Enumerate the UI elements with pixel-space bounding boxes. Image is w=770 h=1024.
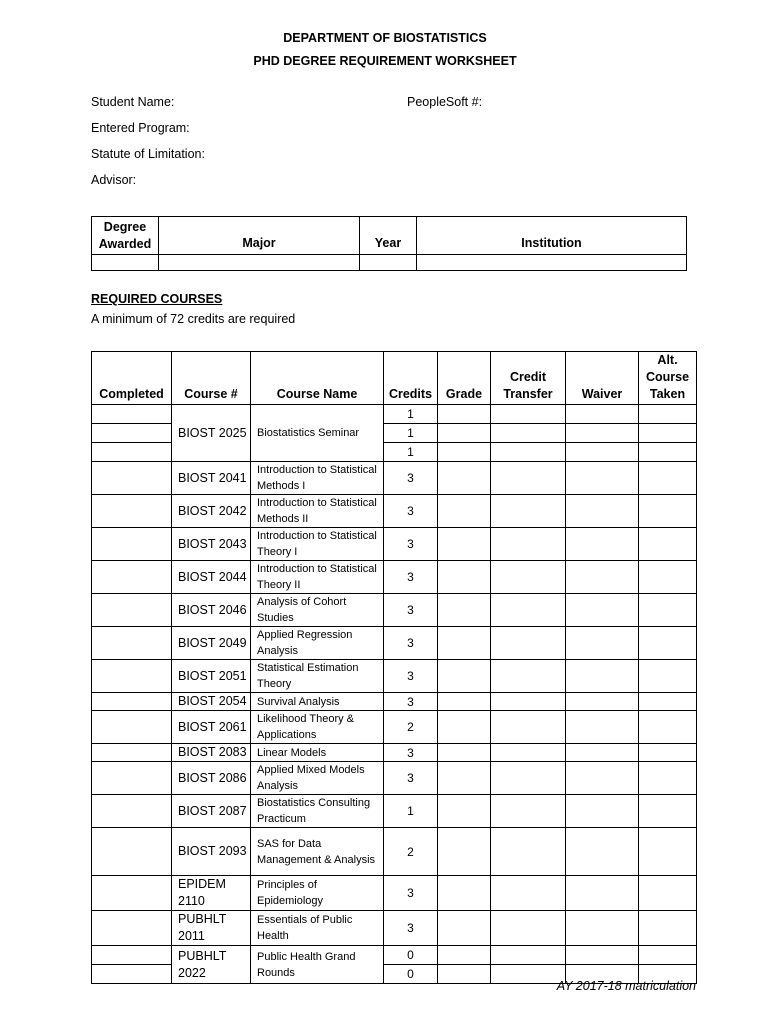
credits-cell: 3 bbox=[384, 762, 438, 795]
completed-cell-sub[interactable] bbox=[92, 964, 171, 983]
credits-cell-sub: 1 bbox=[384, 423, 437, 442]
course-row bbox=[92, 561, 697, 594]
course-number: BIOST 2083 bbox=[178, 745, 247, 759]
credits-cell-sub: 0 bbox=[384, 964, 437, 983]
page-title-line1: DEPARTMENT OF BIOSTATISTICS bbox=[283, 31, 487, 45]
course-name-cell: Applied Mixed Models Analysis bbox=[251, 762, 384, 795]
grade-cell-sub[interactable] bbox=[438, 442, 490, 461]
alt-course-cell-sub[interactable] bbox=[639, 946, 696, 964]
credits-cell: 3 bbox=[384, 528, 438, 561]
course-number-cell bbox=[172, 495, 251, 528]
course-number-cell bbox=[172, 693, 251, 711]
completed-cell[interactable] bbox=[92, 561, 172, 594]
course-number-cell bbox=[172, 828, 251, 876]
major-cell[interactable] bbox=[159, 255, 360, 271]
course-name-cell: Survival Analysis bbox=[251, 693, 384, 711]
course-number-cell bbox=[172, 946, 251, 984]
credit-transfer-cell[interactable] bbox=[491, 495, 566, 528]
col-alt-line2: Course bbox=[645, 370, 690, 384]
completed-cell[interactable] bbox=[92, 594, 172, 627]
waiver-cell[interactable] bbox=[566, 711, 639, 744]
col-alt-line1: Alt. bbox=[657, 353, 678, 367]
credits-cell: 3 bbox=[384, 594, 438, 627]
waiver-cell[interactable] bbox=[566, 828, 639, 876]
col-degree-line1: Degree bbox=[103, 219, 147, 234]
completed-cell[interactable] bbox=[92, 946, 172, 984]
completed-cell[interactable] bbox=[92, 627, 172, 660]
required-courses-note: A minimum of 72 credits are required bbox=[91, 312, 296, 326]
alt-course-cell[interactable] bbox=[639, 660, 697, 693]
credit-transfer-cell[interactable] bbox=[491, 627, 566, 660]
completed-cell[interactable] bbox=[92, 462, 172, 495]
course-number-cell bbox=[172, 594, 251, 627]
completed-cell[interactable] bbox=[92, 911, 172, 946]
credit-transfer-cell[interactable] bbox=[491, 693, 566, 711]
course-name-cell: Public Health Grand Rounds bbox=[251, 946, 384, 984]
footer-note: AY 2017-18 matriculation bbox=[556, 979, 696, 993]
grade-cell-sub[interactable] bbox=[438, 964, 490, 983]
waiver-cell[interactable] bbox=[566, 405, 639, 462]
grade-cell[interactable] bbox=[438, 462, 491, 495]
alt-course-cell[interactable] bbox=[639, 946, 697, 984]
completed-cell[interactable] bbox=[92, 660, 172, 693]
credit-transfer-cell[interactable] bbox=[491, 876, 566, 911]
credit-transfer-cell[interactable] bbox=[491, 762, 566, 795]
course-number: BIOST 2061 bbox=[178, 719, 247, 734]
waiver-cell[interactable] bbox=[566, 876, 639, 911]
alt-course-cell-sub[interactable] bbox=[639, 405, 696, 423]
course-table bbox=[91, 351, 697, 984]
completed-cell[interactable] bbox=[92, 693, 172, 711]
advisor-label: Advisor: bbox=[91, 173, 137, 187]
col-waiver: Waiver bbox=[566, 352, 639, 405]
course-row bbox=[92, 405, 697, 462]
credit-transfer-cell[interactable] bbox=[491, 660, 566, 693]
grade-cell[interactable] bbox=[438, 405, 491, 462]
completed-cell[interactable] bbox=[92, 528, 172, 561]
course-name-cell: Introduction to Statistical Theory II bbox=[251, 561, 384, 594]
course-name-cell: Essentials of Public Health bbox=[251, 911, 384, 946]
course-number-cell bbox=[172, 795, 251, 828]
course-name-cell: Likelihood Theory & Applications bbox=[251, 711, 384, 744]
alt-course-cell[interactable] bbox=[639, 762, 697, 795]
course-number: BIOST 2086 bbox=[178, 770, 247, 785]
course-number: EPIDEM bbox=[178, 877, 226, 891]
credits-cell: 3 bbox=[384, 876, 438, 911]
credits-cell: 3 bbox=[384, 660, 438, 693]
credits-cell: 3 bbox=[384, 495, 438, 528]
credit-transfer-cell[interactable] bbox=[491, 528, 566, 561]
alt-course-cell[interactable] bbox=[639, 795, 697, 828]
course-number-cell bbox=[172, 744, 251, 762]
course-name-cell: Statistical Estimation Theory bbox=[251, 660, 384, 693]
waiver-cell[interactable] bbox=[566, 627, 639, 660]
completed-cell[interactable] bbox=[92, 762, 172, 795]
course-number-cell bbox=[172, 876, 251, 911]
col-credit-transfer bbox=[491, 352, 566, 405]
completed-cell[interactable] bbox=[92, 744, 172, 762]
course-row bbox=[92, 876, 697, 911]
student-name-label: Student Name: bbox=[91, 95, 175, 109]
course-number: BIOST 2043 bbox=[178, 536, 247, 551]
course-number: BIOST 2044 bbox=[178, 569, 247, 584]
waiver-cell[interactable] bbox=[566, 795, 639, 828]
grade-cell[interactable] bbox=[438, 660, 491, 693]
credit-transfer-cell[interactable] bbox=[491, 405, 566, 462]
course-row bbox=[92, 462, 697, 495]
col-year: Year bbox=[360, 217, 417, 255]
course-row bbox=[92, 744, 697, 762]
grade-cell[interactable] bbox=[438, 946, 491, 984]
waiver-cell-sub[interactable] bbox=[566, 442, 638, 461]
course-row bbox=[92, 795, 697, 828]
waiver-cell[interactable] bbox=[566, 594, 639, 627]
institution-cell[interactable] bbox=[417, 255, 687, 271]
grade-cell[interactable] bbox=[438, 528, 491, 561]
col-alt-course-taken bbox=[639, 352, 697, 405]
grade-cell[interactable] bbox=[438, 693, 491, 711]
grade-cell[interactable] bbox=[438, 795, 491, 828]
course-row bbox=[92, 627, 697, 660]
course-name-cell: Principles of Epidemiology bbox=[251, 876, 384, 911]
course-number: BIOST 2049 bbox=[178, 635, 247, 650]
alt-course-cell[interactable] bbox=[639, 495, 697, 528]
year-cell[interactable] bbox=[360, 255, 417, 271]
credit-transfer-cell[interactable] bbox=[491, 561, 566, 594]
course-number: BIOST 2042 bbox=[178, 503, 247, 518]
credit-transfer-cell[interactable] bbox=[491, 911, 566, 946]
course-number: BIOST 2054 bbox=[178, 694, 247, 708]
col-credit-transfer-line1: Credit bbox=[509, 370, 547, 384]
course-row bbox=[92, 711, 697, 744]
col-institution: Institution bbox=[417, 217, 687, 255]
course-name-cell: SAS for Data Management & Analysis bbox=[251, 828, 384, 876]
credit-transfer-cell[interactable] bbox=[491, 462, 566, 495]
credits-cell: 3 bbox=[384, 744, 438, 762]
credit-transfer-cell[interactable] bbox=[491, 711, 566, 744]
course-number: PUBHLT bbox=[178, 948, 227, 963]
credits-cell-sub: 1 bbox=[384, 442, 437, 461]
col-completed: Completed bbox=[92, 352, 172, 405]
completed-cell[interactable] bbox=[92, 711, 172, 744]
credit-transfer-cell[interactable] bbox=[491, 744, 566, 762]
grade-cell[interactable] bbox=[438, 762, 491, 795]
page-title-line2: PHD DEGREE REQUIREMENT WORKSHEET bbox=[253, 54, 517, 68]
waiver-cell[interactable] bbox=[566, 660, 639, 693]
alt-course-cell[interactable] bbox=[639, 528, 697, 561]
course-row bbox=[92, 660, 697, 693]
course-number-line2: 2022 bbox=[178, 965, 206, 980]
credits-cell: 1 bbox=[384, 795, 438, 828]
col-course-name: Course Name bbox=[251, 352, 384, 405]
col-grade: Grade bbox=[438, 352, 491, 405]
course-number-cell bbox=[172, 711, 251, 744]
course-number: BIOST 2087 bbox=[178, 803, 247, 818]
waiver-cell[interactable] bbox=[566, 462, 639, 495]
course-row bbox=[92, 495, 697, 528]
completed-cell-sub[interactable] bbox=[92, 946, 171, 964]
credits-cell bbox=[384, 946, 438, 984]
completed-cell[interactable] bbox=[92, 795, 172, 828]
credit-transfer-cell[interactable] bbox=[491, 828, 566, 876]
course-row bbox=[92, 946, 697, 984]
course-name-cell: Analysis of Cohort Studies bbox=[251, 594, 384, 627]
col-credits: Credits bbox=[384, 352, 438, 405]
course-number-cell bbox=[172, 911, 251, 946]
grade-cell[interactable] bbox=[438, 876, 491, 911]
col-degree-awarded bbox=[92, 217, 159, 255]
course-name-cell: Applied Regression Analysis bbox=[251, 627, 384, 660]
grade-cell[interactable] bbox=[438, 828, 491, 876]
alt-course-cell[interactable] bbox=[639, 828, 697, 876]
credit-transfer-cell-sub[interactable] bbox=[491, 442, 565, 461]
waiver-cell[interactable] bbox=[566, 495, 639, 528]
waiver-cell[interactable] bbox=[566, 528, 639, 561]
credits-cell bbox=[384, 405, 438, 462]
grade-cell[interactable] bbox=[438, 744, 491, 762]
credits-cell: 2 bbox=[384, 711, 438, 744]
degree-awarded-cell[interactable] bbox=[92, 255, 159, 271]
course-rows bbox=[92, 405, 697, 984]
credit-transfer-cell-sub[interactable] bbox=[491, 405, 565, 423]
col-credit-transfer-line2: Transfer bbox=[503, 387, 553, 401]
waiver-cell-sub[interactable] bbox=[566, 946, 638, 964]
waiver-cell[interactable] bbox=[566, 693, 639, 711]
course-number-cell bbox=[172, 627, 251, 660]
alt-course-cell[interactable] bbox=[639, 627, 697, 660]
alt-course-cell[interactable] bbox=[639, 876, 697, 911]
course-name-cell: Introduction to Statistical Methods II bbox=[251, 495, 384, 528]
credits-cell-sub: 1 bbox=[407, 407, 414, 421]
peoplesoft-label: PeopleSoft #: bbox=[407, 95, 483, 109]
alt-course-cell[interactable] bbox=[639, 911, 697, 946]
credit-transfer-cell[interactable] bbox=[491, 594, 566, 627]
waiver-cell-sub[interactable] bbox=[566, 423, 638, 442]
waiver-cell[interactable] bbox=[566, 762, 639, 795]
course-row bbox=[92, 828, 697, 876]
course-number-cell bbox=[172, 405, 251, 462]
completed-cell[interactable] bbox=[92, 405, 172, 462]
grade-cell[interactable] bbox=[438, 561, 491, 594]
alt-course-cell-sub[interactable] bbox=[639, 423, 696, 442]
grade-cell-sub[interactable] bbox=[438, 405, 490, 423]
entered-program-label: Entered Program: bbox=[91, 121, 190, 135]
credits-cell: 3 bbox=[384, 911, 438, 946]
credits-cell: 3 bbox=[384, 693, 438, 711]
credits-cell: 3 bbox=[384, 561, 438, 594]
credits-cell: 3 bbox=[384, 627, 438, 660]
col-course-number: Course # bbox=[172, 352, 251, 405]
completed-cell[interactable] bbox=[92, 495, 172, 528]
grade-cell[interactable] bbox=[438, 911, 491, 946]
course-number: PUBHLT bbox=[178, 912, 227, 926]
grade-cell-sub[interactable] bbox=[438, 946, 490, 964]
grade-cell-sub[interactable] bbox=[438, 423, 490, 442]
course-row bbox=[92, 594, 697, 627]
col-alt-line3: Taken bbox=[649, 387, 686, 401]
course-row bbox=[92, 762, 697, 795]
course-number: BIOST 2025 bbox=[178, 425, 247, 440]
course-number: BIOST 2051 bbox=[178, 668, 247, 683]
course-row bbox=[92, 528, 697, 561]
completed-cell-sub[interactable] bbox=[92, 442, 171, 461]
grade-cell[interactable] bbox=[438, 711, 491, 744]
course-number-cell bbox=[172, 660, 251, 693]
course-name-cell: Biostatistics Seminar bbox=[251, 405, 384, 462]
course-number: BIOST 2046 bbox=[178, 602, 247, 617]
col-degree-line2: Awarded bbox=[98, 236, 152, 251]
statute-label: Statute of Limitation: bbox=[91, 147, 205, 161]
course-name-cell: Introduction to Statistical Theory I bbox=[251, 528, 384, 561]
completed-cell-sub[interactable] bbox=[92, 405, 171, 423]
grade-cell[interactable] bbox=[438, 594, 491, 627]
completed-cell-sub[interactable] bbox=[92, 423, 171, 442]
credit-transfer-cell-sub[interactable] bbox=[491, 964, 565, 983]
credit-transfer-cell-sub[interactable] bbox=[491, 946, 565, 964]
completed-cell[interactable] bbox=[92, 876, 172, 911]
course-row bbox=[92, 693, 697, 711]
waiver-cell[interactable] bbox=[566, 911, 639, 946]
course-number-cell bbox=[172, 762, 251, 795]
grade-cell[interactable] bbox=[438, 495, 491, 528]
course-number-cell bbox=[172, 561, 251, 594]
course-name-cell: Linear Models bbox=[251, 744, 384, 762]
course-number-line2: 2011 bbox=[178, 929, 205, 943]
course-number: BIOST 2093 bbox=[178, 844, 247, 858]
credit-transfer-cell[interactable] bbox=[491, 946, 566, 984]
waiver-cell[interactable] bbox=[566, 561, 639, 594]
alt-course-cell[interactable] bbox=[639, 693, 697, 711]
waiver-cell[interactable] bbox=[566, 744, 639, 762]
course-number: BIOST 2041 bbox=[178, 470, 247, 485]
course-row bbox=[92, 911, 697, 946]
credits-cell: 3 bbox=[384, 462, 438, 495]
course-name-cell: Introduction to Statistical Methods I bbox=[251, 462, 384, 495]
col-major: Major bbox=[159, 217, 360, 255]
alt-course-cell[interactable] bbox=[639, 594, 697, 627]
credits-cell-sub: 0 bbox=[407, 948, 414, 962]
credits-cell: 2 bbox=[384, 828, 438, 876]
waiver-cell[interactable] bbox=[566, 946, 639, 984]
required-courses-heading: REQUIRED COURSES bbox=[91, 292, 223, 306]
credit-transfer-cell-sub[interactable] bbox=[491, 423, 565, 442]
credit-transfer-cell[interactable] bbox=[491, 795, 566, 828]
course-number-cell bbox=[172, 528, 251, 561]
course-number-cell bbox=[172, 462, 251, 495]
alt-course-cell[interactable] bbox=[639, 711, 697, 744]
alt-course-cell[interactable] bbox=[639, 462, 697, 495]
completed-cell[interactable] bbox=[92, 828, 172, 876]
alt-course-cell[interactable] bbox=[639, 744, 697, 762]
alt-course-cell[interactable] bbox=[639, 405, 697, 462]
grade-cell[interactable] bbox=[438, 627, 491, 660]
alt-course-cell[interactable] bbox=[639, 561, 697, 594]
course-name-cell: Biostatistics Consulting Practicum bbox=[251, 795, 384, 828]
waiver-cell-sub[interactable] bbox=[566, 405, 638, 423]
course-number-line2: 2110 bbox=[178, 894, 205, 908]
alt-course-cell-sub[interactable] bbox=[639, 442, 696, 461]
degree-table bbox=[91, 216, 687, 271]
